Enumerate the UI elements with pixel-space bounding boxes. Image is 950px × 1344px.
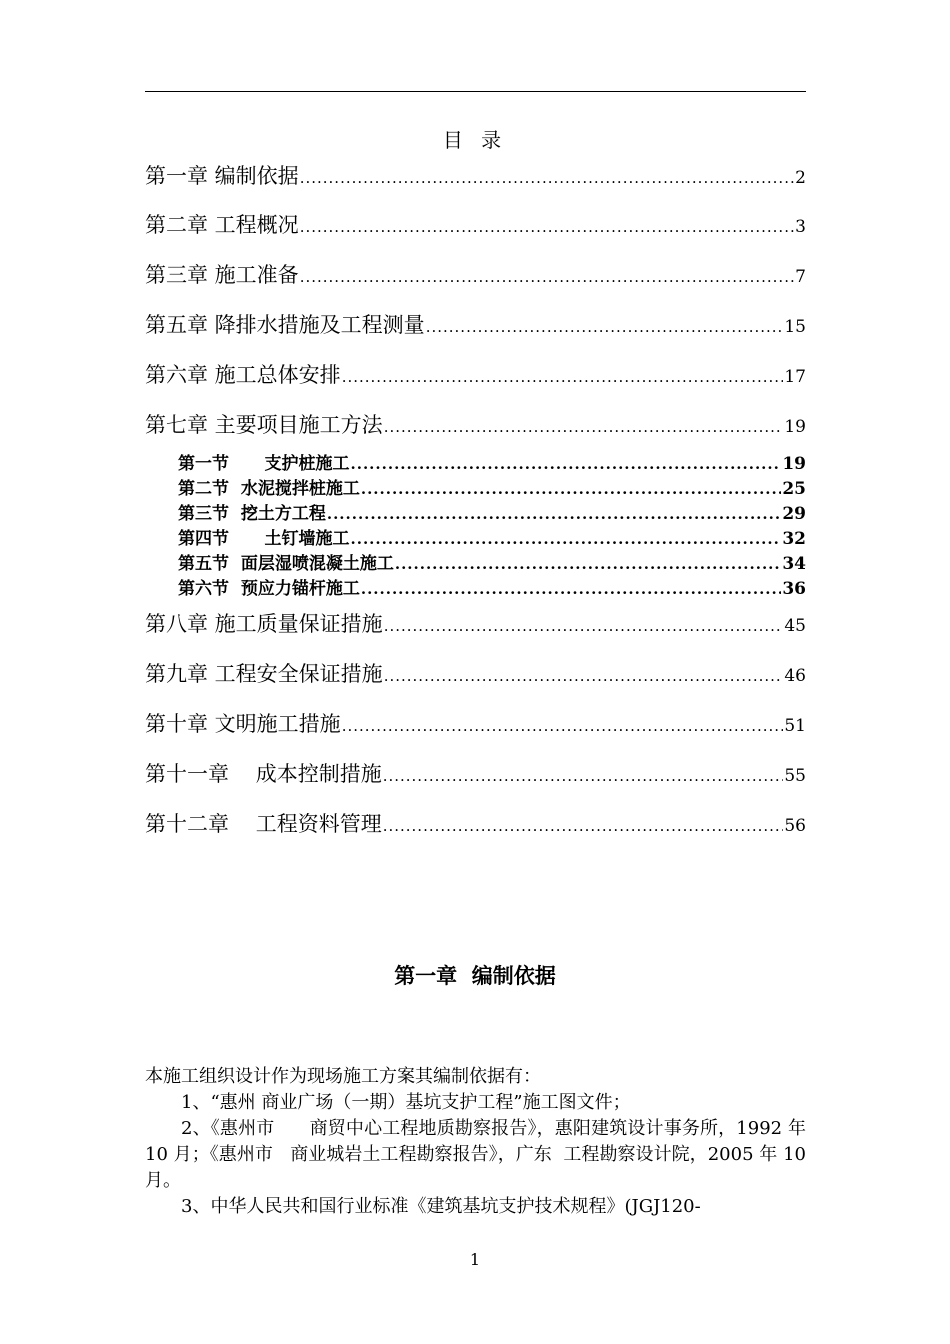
toc-leader-dots xyxy=(395,555,781,573)
toc-entry-label: 第五章 降排水措施及工程测量 xyxy=(145,313,425,337)
toc-entry-label: 第六章 施工总体安排 xyxy=(145,363,341,387)
toc-entry[interactable] xyxy=(145,309,806,339)
toc-entry[interactable] xyxy=(145,259,806,289)
toc-entry[interactable] xyxy=(145,608,806,638)
toc-leader-dots xyxy=(351,455,782,473)
toc-entry-page: 15 xyxy=(784,317,806,337)
toc-section-entry[interactable] xyxy=(178,474,806,498)
body-paragraph: 本施工组织设计作为现场施工方案其编制依据有： xyxy=(145,1066,541,1087)
toc-entry[interactable] xyxy=(145,808,806,838)
body-paragraph: 2、《惠州市 商贸中心工程地质勘察报告》，惠阳建筑设计事务所，1992 年 10 月；《惠州市 商业城岩土工程勘察报告》，广东 工程勘察设计院，2005 年 10 月。 xyxy=(145,1118,812,1191)
toc-entry[interactable] xyxy=(145,359,806,389)
toc-entry-label: 第一节 支护桩施工 xyxy=(178,454,350,474)
toc-entry-page: 7 xyxy=(795,267,806,287)
chapter-body xyxy=(145,1064,812,1220)
body-paragraph: 3、中华人民共和国行业标准《建筑基坑支护技术规程》(JGJ120- xyxy=(181,1196,701,1217)
toc-entry-page: 32 xyxy=(782,529,806,549)
toc-leader-dots xyxy=(384,418,784,436)
toc-entry-page: 29 xyxy=(782,504,806,524)
toc-entry[interactable] xyxy=(145,708,806,738)
toc-leader-dots xyxy=(327,505,781,523)
toc-entry-label: 第二节 水泥搅拌桩施工 xyxy=(178,479,360,499)
toc-entry-page: 17 xyxy=(784,367,806,387)
toc-section-entry[interactable] xyxy=(178,499,806,523)
toc-section-entry[interactable] xyxy=(178,574,806,598)
toc-entry-label: 第三章 施工准备 xyxy=(145,263,299,287)
toc-leader-dots xyxy=(300,268,794,286)
toc-entry[interactable] xyxy=(145,758,806,788)
toc-leader-dots xyxy=(361,480,781,498)
toc-entry-label: 第五节 面层湿喷混凝土施工 xyxy=(178,554,394,574)
toc-leader-dots xyxy=(342,368,784,386)
toc-entry-page: 34 xyxy=(782,554,806,574)
toc-entry-page: 3 xyxy=(795,217,806,237)
toc-leader-dots xyxy=(300,169,794,187)
toc-entry-page: 56 xyxy=(784,816,806,836)
toc-leader-dots xyxy=(361,580,781,598)
toc-entry[interactable] xyxy=(145,409,806,439)
chapter-heading: 第一章 编制依据 xyxy=(394,963,556,988)
toc-entry-page: 25 xyxy=(782,479,806,499)
toc-entry-label: 第十一章 成本控制措施 xyxy=(145,762,382,786)
toc-leader-dots xyxy=(384,667,784,685)
toc-entry-page: 46 xyxy=(784,666,806,686)
toc-entry-page: 36 xyxy=(782,579,806,599)
toc-section-entry[interactable] xyxy=(178,524,806,548)
toc-entry[interactable] xyxy=(145,209,806,239)
toc-section-entry[interactable] xyxy=(178,449,806,473)
toc-leader-dots xyxy=(384,617,784,635)
page-number: 1 xyxy=(469,1250,481,1269)
toc-entry-label: 第十二章 工程资料管理 xyxy=(145,812,382,836)
header-rule xyxy=(145,91,806,92)
toc-leader-dots xyxy=(426,318,784,336)
toc-section-entry[interactable] xyxy=(178,549,806,573)
toc-entry-label: 第十章 文明施工措施 xyxy=(145,712,341,736)
toc-entry-page: 51 xyxy=(784,716,806,736)
toc-leader-dots xyxy=(300,218,794,236)
body-paragraph: 1、“惠州 商业广场（一期）基坑支护工程”施工图文件； xyxy=(181,1092,631,1113)
toc-title: 目 录 xyxy=(442,128,508,152)
toc-leader-dots xyxy=(383,817,784,835)
toc-entry-page: 2 xyxy=(795,168,806,188)
toc-entry-page: 45 xyxy=(784,616,806,636)
toc-leader-dots xyxy=(383,767,784,785)
toc-entry[interactable] xyxy=(145,658,806,688)
toc-entry-label: 第八章 施工质量保证措施 xyxy=(145,612,383,636)
toc-entry-label: 第六节 预应力锚杆施工 xyxy=(178,579,360,599)
toc-entry-label: 第七章 主要项目施工方法 xyxy=(145,413,383,437)
toc-entry-label: 第九章 工程安全保证措施 xyxy=(145,662,383,686)
toc-entry-label: 第三节 挖土方工程 xyxy=(178,504,326,524)
toc-entry-page: 19 xyxy=(784,417,806,437)
toc-entry-label: 第一章 编制依据 xyxy=(145,164,299,188)
toc-entry-page: 19 xyxy=(782,454,806,474)
toc-leader-dots xyxy=(351,530,782,548)
toc-leader-dots xyxy=(342,717,784,735)
toc-entry-label: 第四节 土钉墙施工 xyxy=(178,529,350,549)
toc-entry-label: 第二章 工程概况 xyxy=(145,213,299,237)
toc-entry[interactable] xyxy=(145,160,806,190)
toc-entry-page: 55 xyxy=(784,766,806,786)
